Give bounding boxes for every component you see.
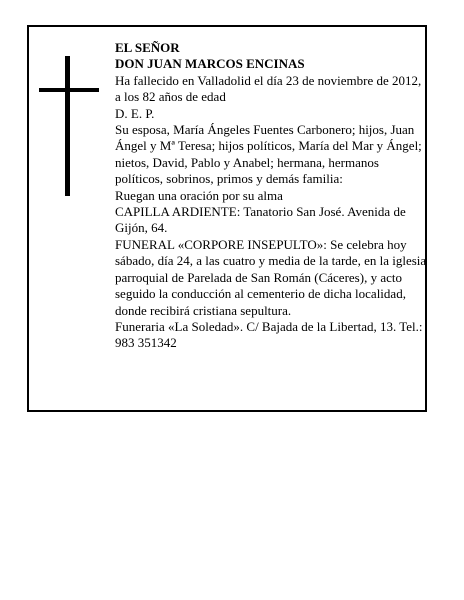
cross-icon <box>39 56 99 196</box>
cross-horizontal-bar <box>39 88 99 92</box>
rest-in-peace: D. E. P. <box>115 105 155 121</box>
funeral-home-info: Funeraria «La Soledad». C/ Bajada de la Libertad, 13. Tel.: 983 351342 <box>115 318 423 351</box>
cross-vertical-bar <box>65 56 70 196</box>
chapel-info: CAPILLA ARDIENTE: Tanatorio San José. Avenida de Gijón, 64. <box>115 204 406 236</box>
notice-body <box>115 40 427 352</box>
death-info: Ha fallecido en Valladolid el día 23 de noviembre de 2012, a los 82 años de edad <box>115 72 422 105</box>
obituary-notice <box>27 25 427 412</box>
deceased-name: DON JUAN MARCOS ENCINAS <box>115 56 305 72</box>
funeral-info: FUNERAL «CORPORE INSEPULTO»: Se celebra hoy sábado, día 24, a las cuatro y media de la tarde, en la iglesia parroquial de Parelada de San Román (Cáceres), y acto seguido la conducción al cementerio de dicha localidad, donde recibirá cristiana sepultura. <box>115 236 427 318</box>
family-list: Su esposa, María Ángeles Fuentes Carbonero; hijos, Juan Ángel y Mª Teresa; hijos políticos, María del Mar y Ángel; nietos, David, Pablo y Anabel; hermana, hermanos políticos, sobrinos, primos y demás familia: <box>115 122 422 187</box>
prayer-request: Ruegan una oración por su alma <box>115 187 283 203</box>
title-honorific: EL SEÑOR <box>115 40 180 55</box>
